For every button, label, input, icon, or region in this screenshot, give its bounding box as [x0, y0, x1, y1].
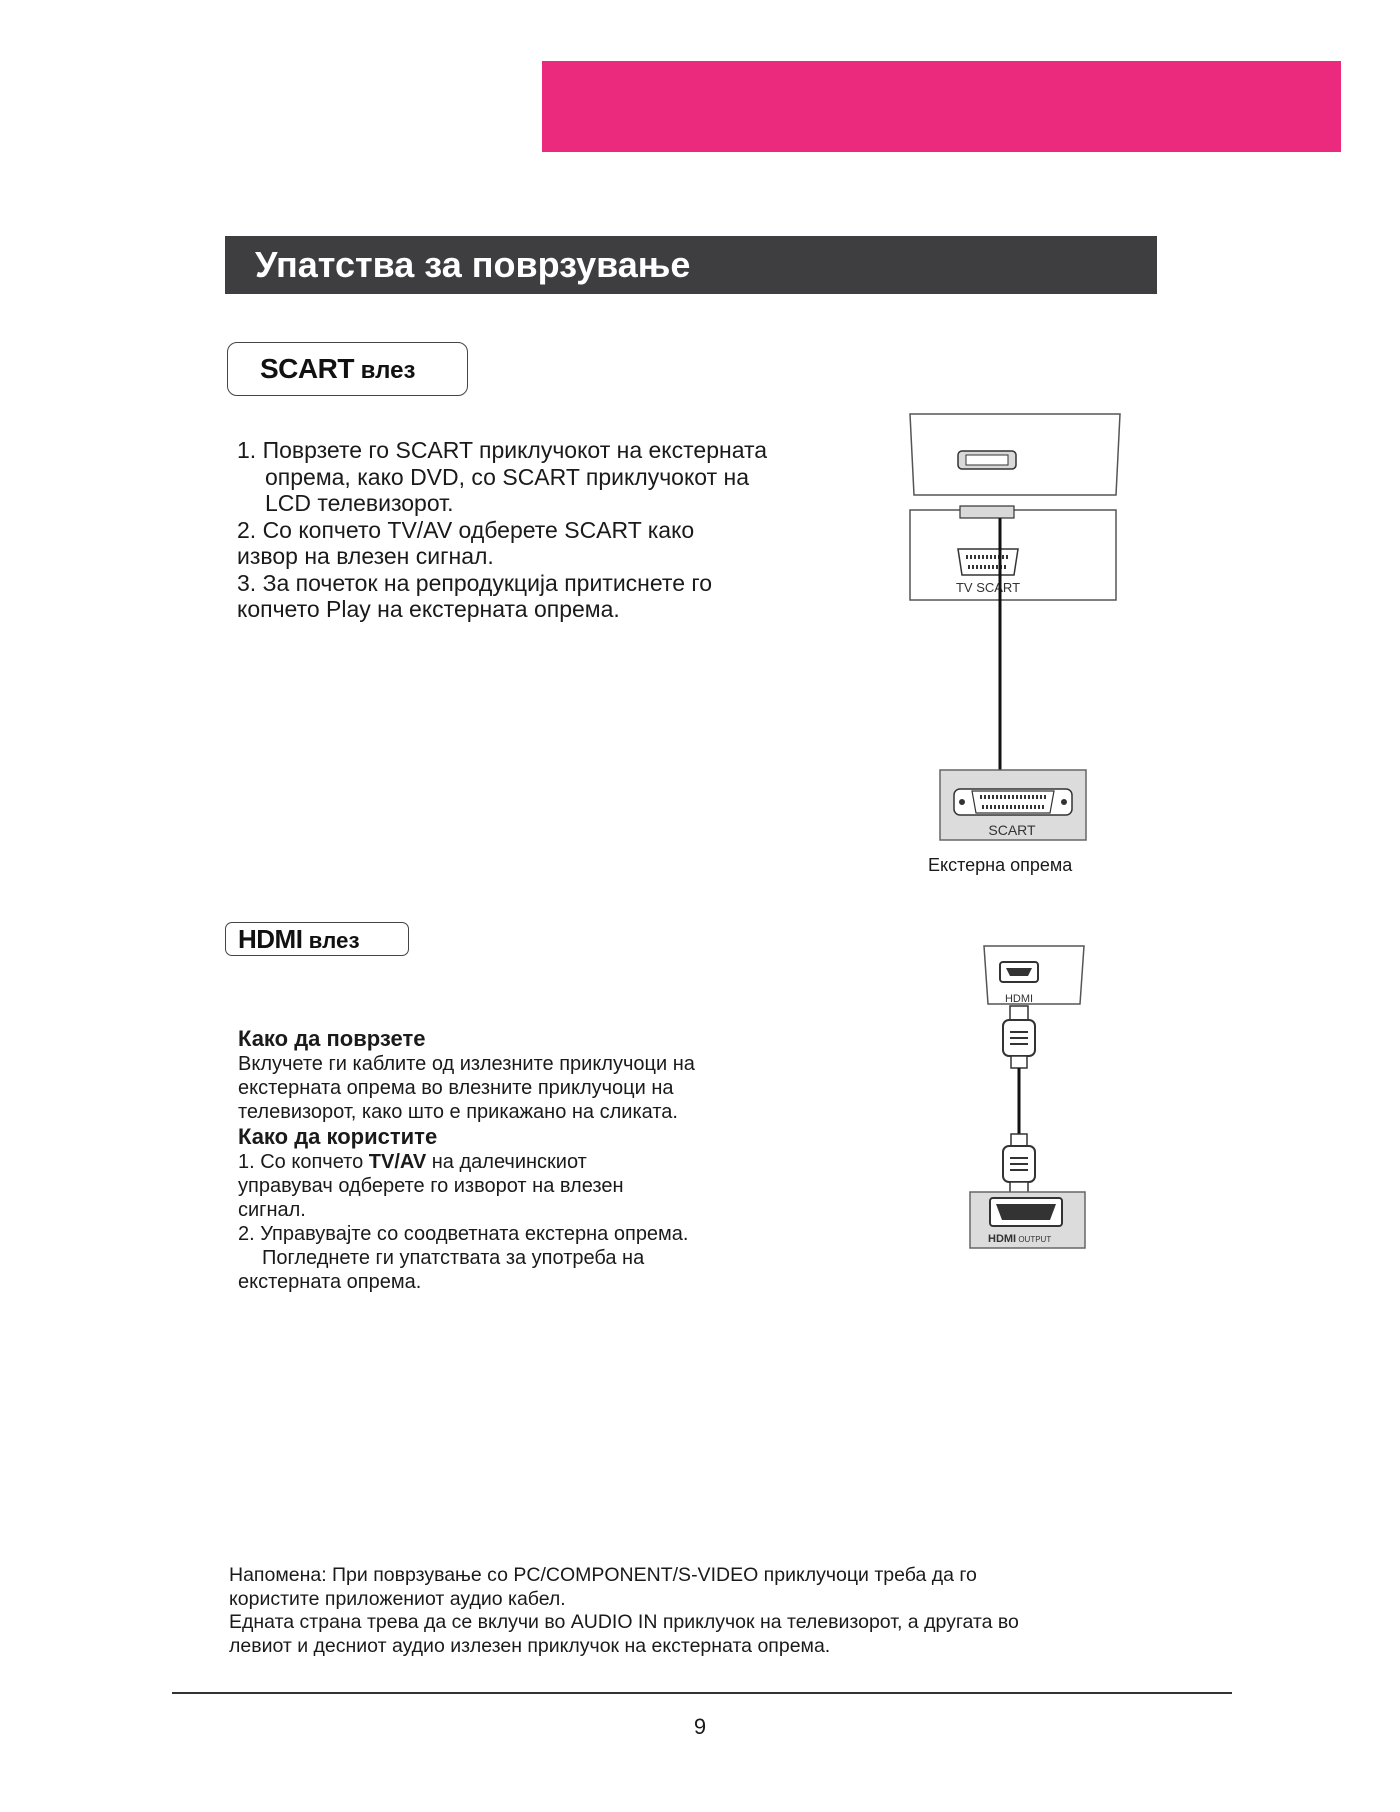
hdmi-use-line: управувач одберете го изворот на влезен: [238, 1175, 624, 1197]
tv-hdmi-label: HDMI: [1004, 993, 1034, 1005]
hdmi-instructions: [238, 1026, 695, 1294]
hdmi-use-line: екстерната опрема.: [238, 1271, 422, 1293]
scart-step-line: 3. За почеток на репродукција притиснете го: [237, 569, 713, 596]
note-line: левиот и десниот аудио излезен приклучок на екстерната опрема.: [229, 1634, 831, 1657]
tv-scart-label: TV SCART: [955, 580, 1021, 595]
scart-section-heading: [227, 342, 468, 396]
hdmi-connect-line: телевизорот, како што е прикажано на сликата.: [238, 1101, 678, 1123]
scart-heading-suffix: влез: [353, 357, 416, 384]
scart-instructions: [237, 437, 767, 623]
hdmi-use-line-prefix: 1. Со копчето: [238, 1151, 369, 1173]
page-number: 9: [693, 1714, 707, 1739]
scart-connection-diagram: [900, 405, 1140, 845]
page-title: Упатства за поврзување: [225, 236, 1157, 294]
note-line: Едната страна трева да се вклучи во AUDIO IN приклучок на телевизорот, а другата во: [229, 1611, 1019, 1633]
hdmi-connect-line: екстерната опрема во влезните приклучоци на: [238, 1077, 674, 1099]
note-line: Напомена: При поврзување со PC/COMPONENT/S-VIDEO приклучоци треба да го: [229, 1564, 977, 1586]
hdmi-how-use-title: Како да користите: [238, 1124, 438, 1149]
note-paragraph: [229, 1564, 1019, 1658]
hdmi-heading-suffix: влез: [302, 928, 360, 953]
note-line: користите приложениот аудио кабел.: [229, 1587, 566, 1610]
footer-divider: [172, 1692, 1232, 1694]
hdmi-connect-line: Вклучете ги каблите од излезните приклучоци на: [238, 1053, 695, 1075]
hdmi-use-line: Погледнете ги упатствата за употреба на: [262, 1247, 645, 1269]
hdmi-output-label: HDMI OUTPUT: [988, 1233, 1052, 1245]
hdmi-use-line-bold: TV/AV: [368, 1151, 427, 1173]
header-accent-bar: [542, 61, 1341, 152]
hdmi-use-line: сигнал.: [238, 1199, 306, 1221]
scart-heading-main: SCART: [260, 353, 354, 384]
tv-scart-port-icon: [958, 549, 1018, 575]
scart-step-line: 2. Со копчето TV/AV одберете SCART како: [237, 516, 695, 543]
hdmi-how-connect-title: Како да поврзете: [238, 1026, 426, 1051]
scart-step-line: опрема, како DVD, со SCART приклучокот на: [265, 463, 749, 490]
scart-plug-top-icon: [960, 506, 1014, 518]
scart-step-line: 1. Поврзете го SCART приклучокот на екстерната: [237, 437, 768, 463]
hdmi-heading-main: HDMI: [238, 924, 303, 954]
hdmi-section-heading: [225, 922, 409, 956]
hdmi-use-line: 2. Управувајте со соодветната екстерна опрема.: [238, 1223, 689, 1245]
external-equipment-caption: Екстерна опрема: [928, 855, 1073, 875]
scart-step-line: LCD телевизорот.: [265, 490, 454, 516]
scart-step-line: копчето Play на екстерната опрема.: [237, 596, 620, 622]
hdmi-connection-diagram: [960, 940, 1090, 1260]
external-scart-label: SCART: [988, 822, 1036, 838]
hdmi-use-line-suffix: на далечинскиот: [426, 1151, 587, 1173]
hdmi-use-line: [238, 1150, 695, 1174]
scart-step-line: извор на влезен сигнал.: [237, 543, 494, 569]
